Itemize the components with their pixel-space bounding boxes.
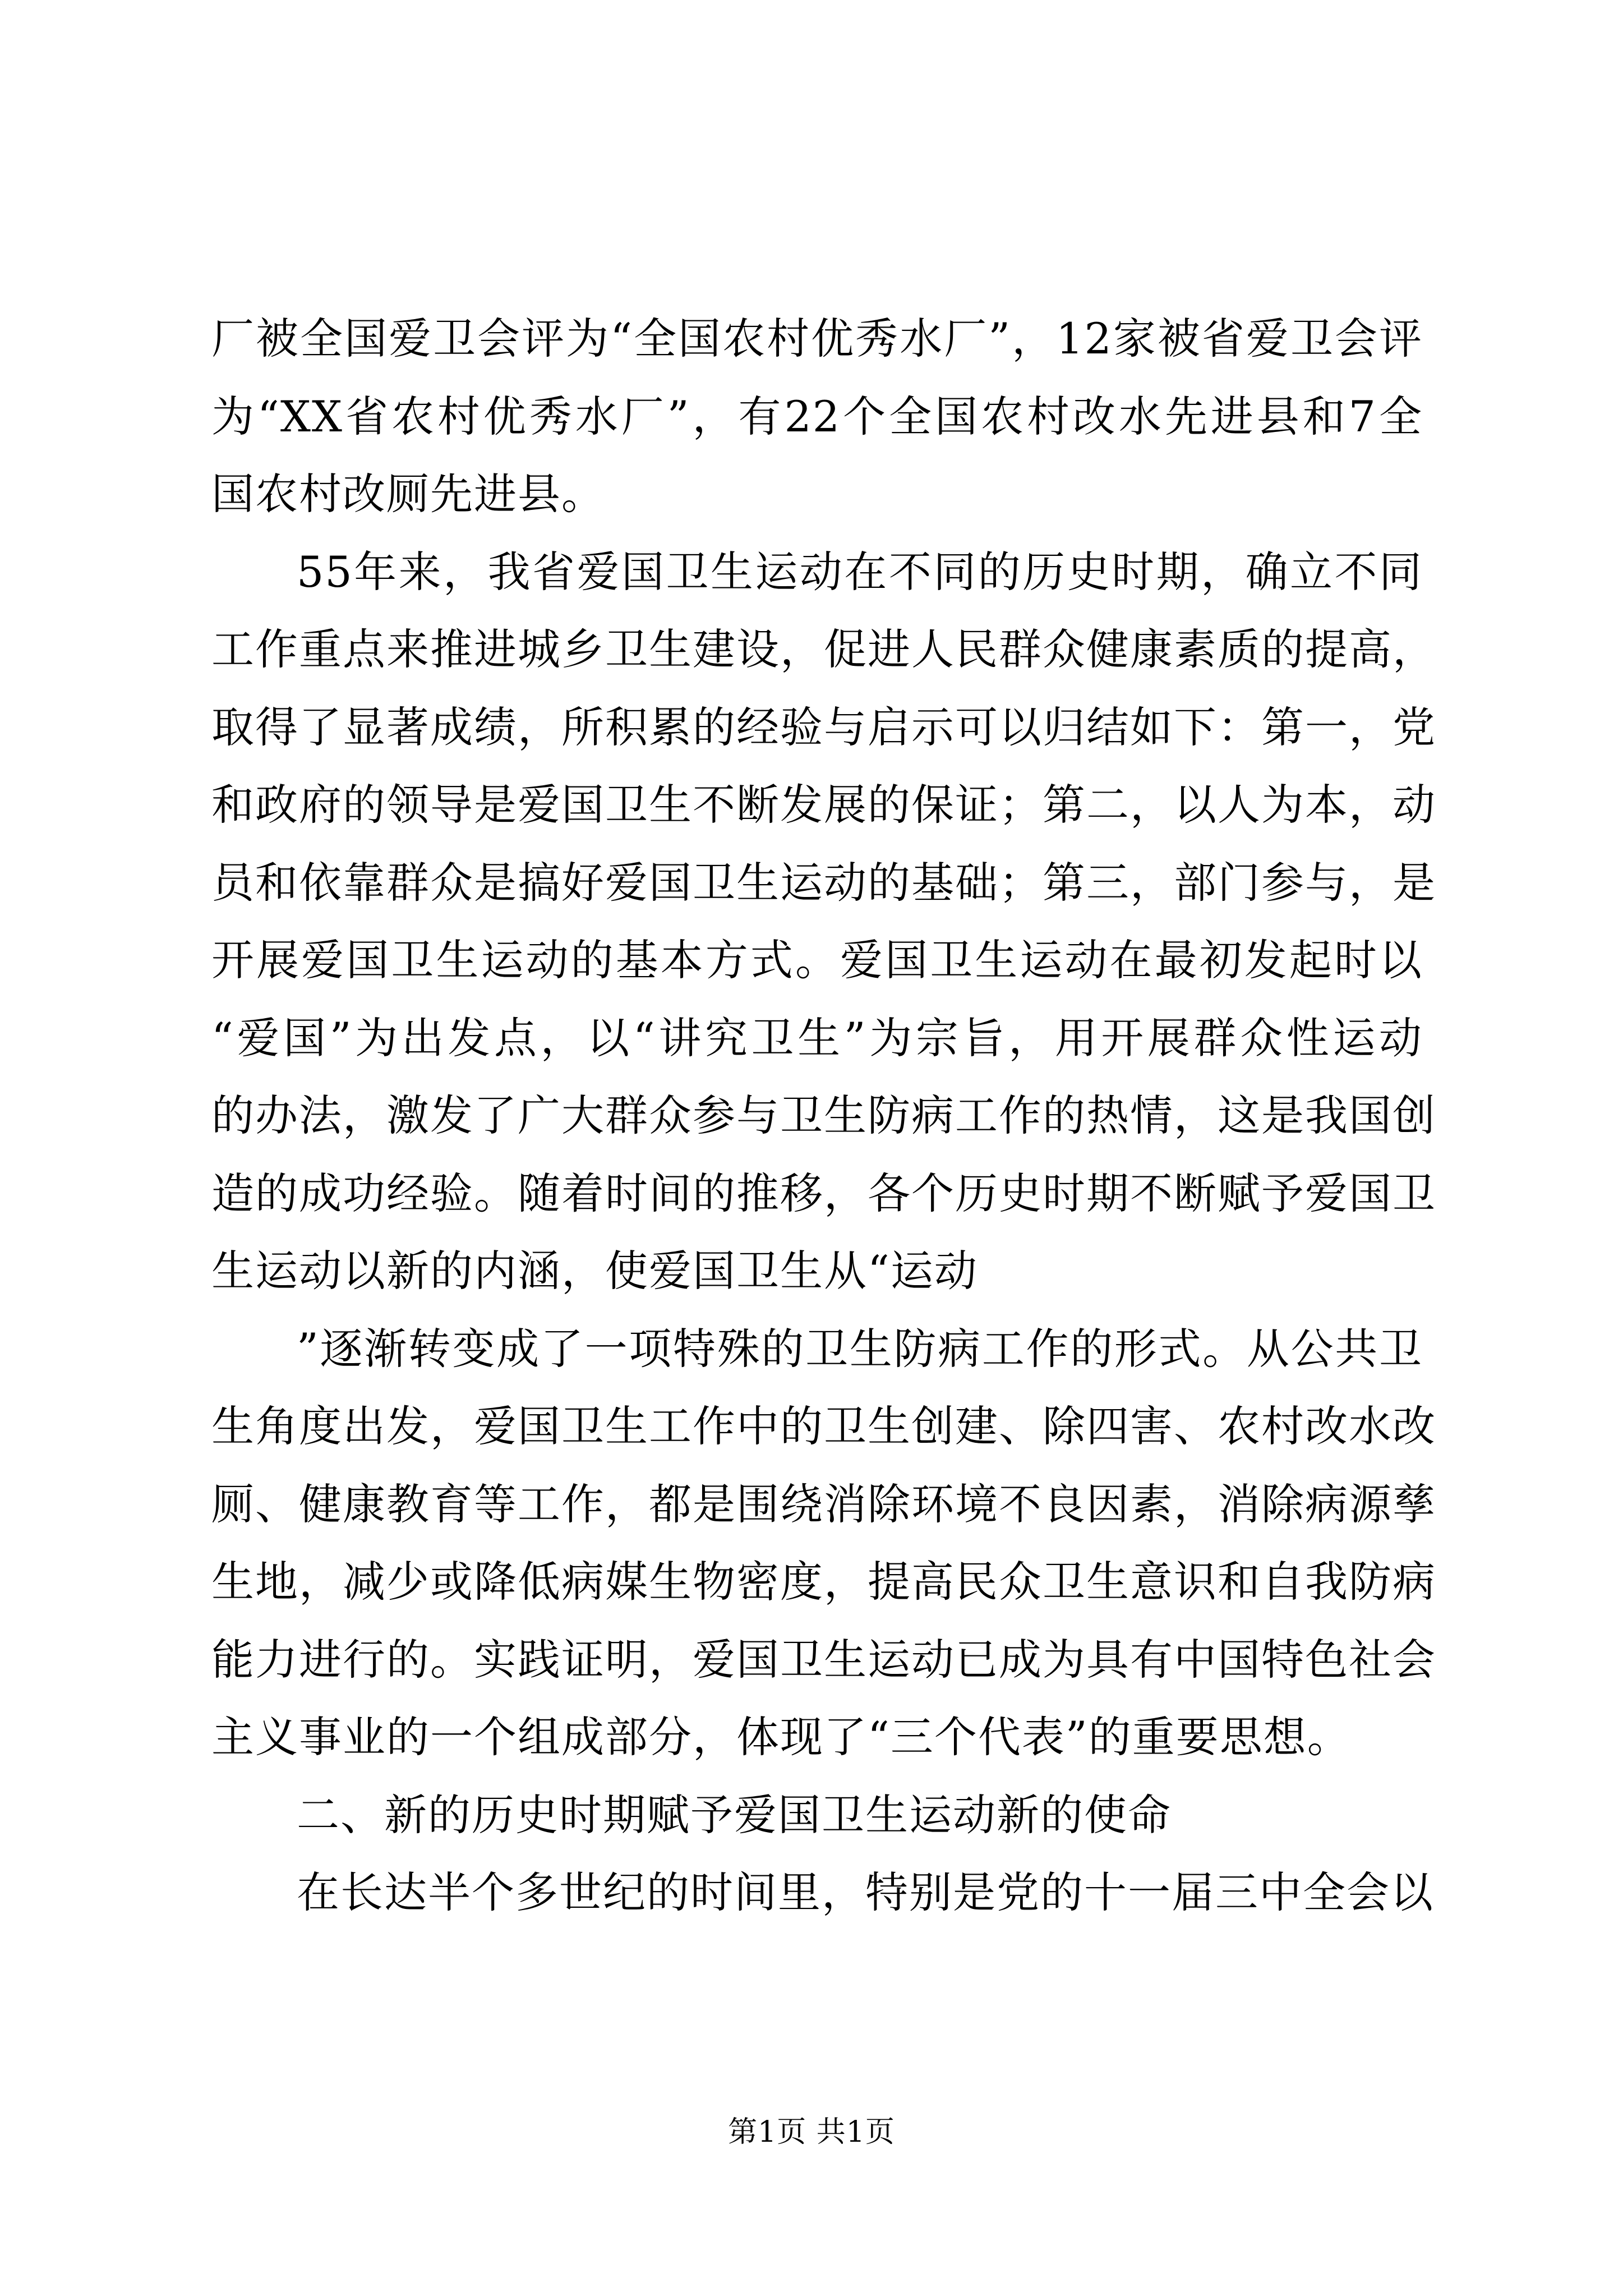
- text-line: 国农村改厕先进县。: [211, 469, 605, 519]
- text-line: 开展爱国卫生运动的基本方式。爱国卫生运动在最初发起时以: [211, 935, 1423, 985]
- text-line: 工作重点来推进城乡卫生建设，促进人民群众健康素质的提高，: [211, 624, 1436, 674]
- paragraph-2: [211, 533, 1436, 1310]
- text-line: 在长达半个多世纪的时间里，特别是党的十一届三中全会以: [297, 1867, 1434, 1917]
- text-line: 主义事业的一个组成部分，体现了“三个代表”的重要思想。: [211, 1712, 1351, 1762]
- section-heading: [211, 1777, 1423, 1855]
- text-line: 员和依靠群众是搞好爱国卫生运动的基础；第三，部门参与，是: [211, 857, 1436, 908]
- paragraph-1: [211, 300, 1423, 533]
- text-line: 生角度出发，爱国卫生工作中的卫生创建、除四害、农村改水改: [211, 1401, 1436, 1451]
- page-footer: 第1页 共1页: [728, 2115, 895, 2149]
- text-line: 能力进行的。实践证明，爱国卫生运动已成为具有中国特色社会: [211, 1634, 1436, 1685]
- text-line: 和政府的领导是爱国卫生不断发展的保证；第二，以人为本，动: [211, 780, 1436, 830]
- paragraph-5: [211, 1854, 1434, 1932]
- document-body: [211, 300, 1436, 1932]
- text-line: 为“XX省农村优秀水厂”，有22个全国农村改水先进县和7全: [211, 391, 1423, 441]
- text-line: 造的成功经验。随着时间的推移，各个历史时期不断赋予爱国卫: [211, 1168, 1436, 1218]
- text-line: 的办法，激发了广大群众参与卫生防病工作的热情，这是我国创: [211, 1091, 1436, 1140]
- text-line: 取得了显著成绩，所积累的经验与启示可以归结如下：第一，党: [211, 702, 1436, 752]
- text-line: 二、新的历史时期赋予爱国卫生运动新的使命: [297, 1789, 1172, 1840]
- text-line: 55年来，我省爱国卫生运动在不同的历史时期，确立不同: [297, 546, 1423, 597]
- text-line: “爱国”为出发点，以“讲究卫生”为宗旨，用开展群众性运动: [211, 1013, 1423, 1063]
- text-line: 厕、健康教育等工作，都是围绕消除环境不良因素，消除病源孳: [211, 1479, 1436, 1529]
- text-line: 生地，减少或降低病媒生物密度，提高民众卫生意识和自我防病: [211, 1557, 1436, 1607]
- text-line: ”逐渐转变成了一项特殊的卫生防病工作的形式。从公共卫: [297, 1323, 1423, 1374]
- paragraph-3: [211, 1310, 1436, 1777]
- text-line: 生运动以新的内涵，使爱国卫生从“运动: [211, 1246, 978, 1296]
- text-line: 厂被全国爱卫会评为“全国农村优秀水厂”，12家被省爱卫会评: [211, 314, 1423, 364]
